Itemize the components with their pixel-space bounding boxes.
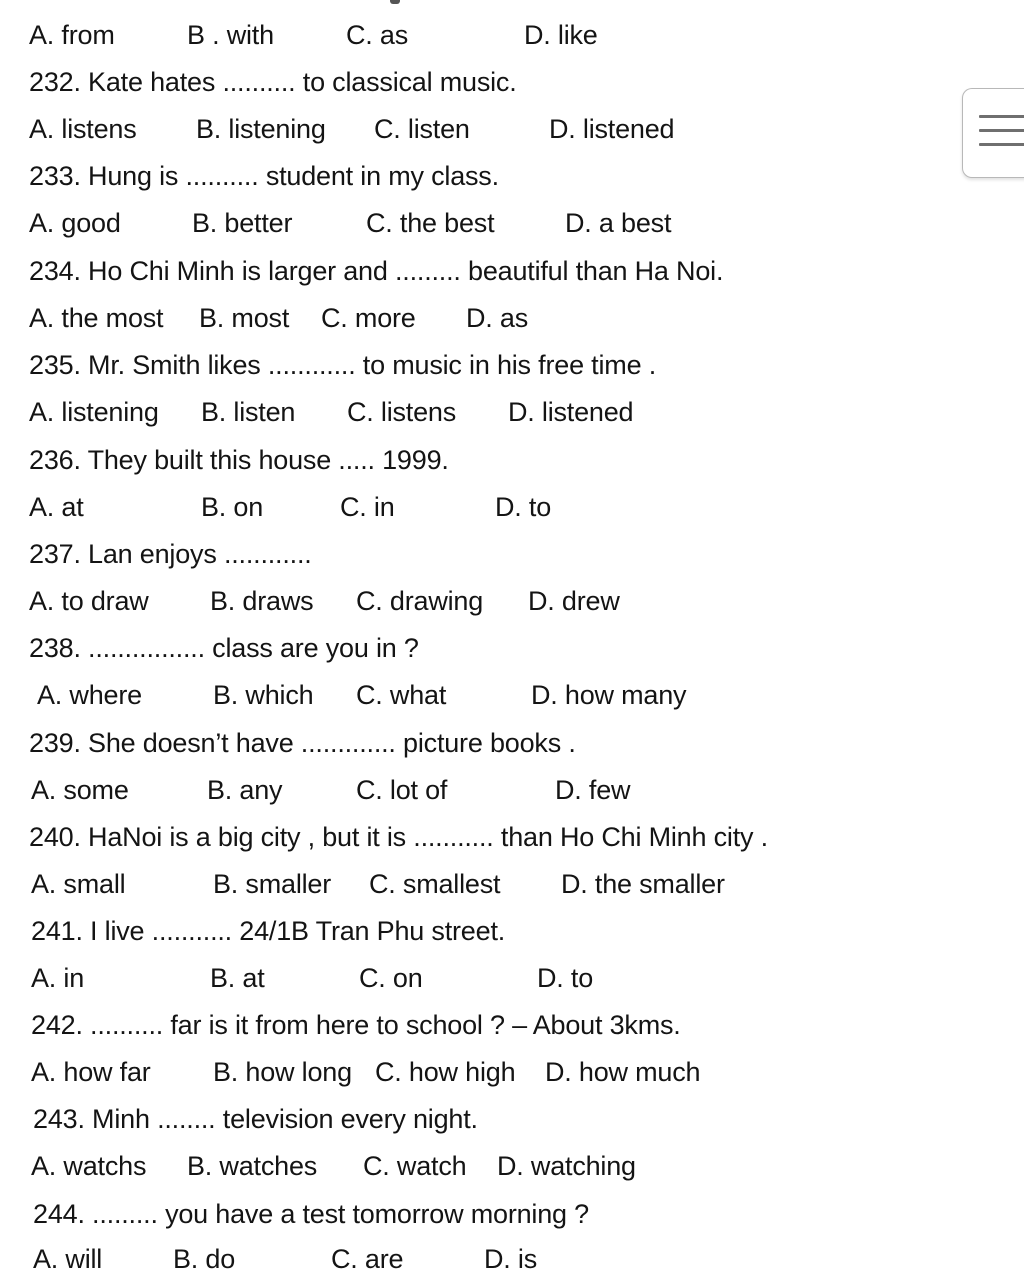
- option-b: B . with: [187, 20, 274, 50]
- option-c: C. drawing: [356, 586, 484, 616]
- option-d: D. listened: [508, 397, 634, 427]
- hamburger-menu-icon: [979, 129, 1024, 132]
- option-d: D. as: [466, 303, 529, 333]
- option-b: B. any: [207, 775, 283, 805]
- option-a: A. will: [33, 1244, 103, 1274]
- option-d: D. few: [555, 775, 631, 805]
- option-a: A. to draw: [29, 586, 149, 616]
- option-c: C. more: [321, 303, 416, 333]
- option-d: D. a best: [565, 208, 672, 238]
- option-c: C. how high: [375, 1057, 516, 1087]
- option-b: B. better: [192, 208, 293, 238]
- option-c: C. on: [359, 963, 423, 993]
- option-c: C. listens: [347, 397, 457, 427]
- option-a: A. how far: [31, 1057, 151, 1087]
- option-c: C. the best: [366, 208, 495, 238]
- option-c: C. as: [346, 20, 409, 50]
- option-c: C. smallest: [369, 869, 501, 899]
- option-b: B. listening: [196, 114, 326, 144]
- hamburger-menu-icon: [979, 115, 1024, 118]
- option-c: C. lot of: [356, 775, 448, 805]
- option-d: D. listened: [549, 114, 675, 144]
- cropped-text-fragment: [390, 0, 400, 4]
- option-a: A. where: [37, 680, 142, 710]
- option-a: A. listens: [29, 114, 137, 144]
- option-a: A. some: [31, 775, 129, 805]
- side-menu-button[interactable]: [962, 88, 1024, 178]
- option-d: D. watching: [497, 1151, 636, 1181]
- option-a: A. listening: [29, 397, 159, 427]
- option-b: B. draws: [210, 586, 314, 616]
- option-d: D. to: [537, 963, 594, 993]
- option-a: A. at: [29, 492, 84, 522]
- option-c: C. what: [356, 680, 447, 710]
- option-a: A. good: [29, 208, 121, 238]
- option-b: B. watches: [187, 1151, 318, 1181]
- option-d: D. the smaller: [561, 869, 725, 899]
- option-a: A. in: [31, 963, 85, 993]
- option-c: C. listen: [374, 114, 470, 144]
- option-d: D. is: [484, 1244, 538, 1274]
- option-c: C. in: [340, 492, 395, 522]
- option-b: B. most: [199, 303, 290, 333]
- option-a: A. watchs: [31, 1151, 147, 1181]
- option-b: B. smaller: [213, 869, 332, 899]
- option-b: B. listen: [201, 397, 296, 427]
- option-d: D. how much: [545, 1057, 701, 1087]
- option-a: A. small: [31, 869, 126, 899]
- option-d: D. drew: [528, 586, 620, 616]
- option-a: A. the most: [29, 303, 164, 333]
- option-d: D. like: [524, 20, 598, 50]
- hamburger-menu-icon: [979, 143, 1024, 146]
- option-b: B. do: [173, 1244, 236, 1274]
- option-c: C. watch: [363, 1151, 467, 1181]
- option-a: A. from: [29, 20, 115, 50]
- option-b: B. how long: [213, 1057, 352, 1087]
- option-c: C. are: [331, 1244, 404, 1274]
- option-b: B. at: [210, 963, 265, 993]
- option-d: D. how many: [531, 680, 687, 710]
- option-b: B. on: [201, 492, 264, 522]
- option-d: D. to: [495, 492, 552, 522]
- option-b: B. which: [213, 680, 314, 710]
